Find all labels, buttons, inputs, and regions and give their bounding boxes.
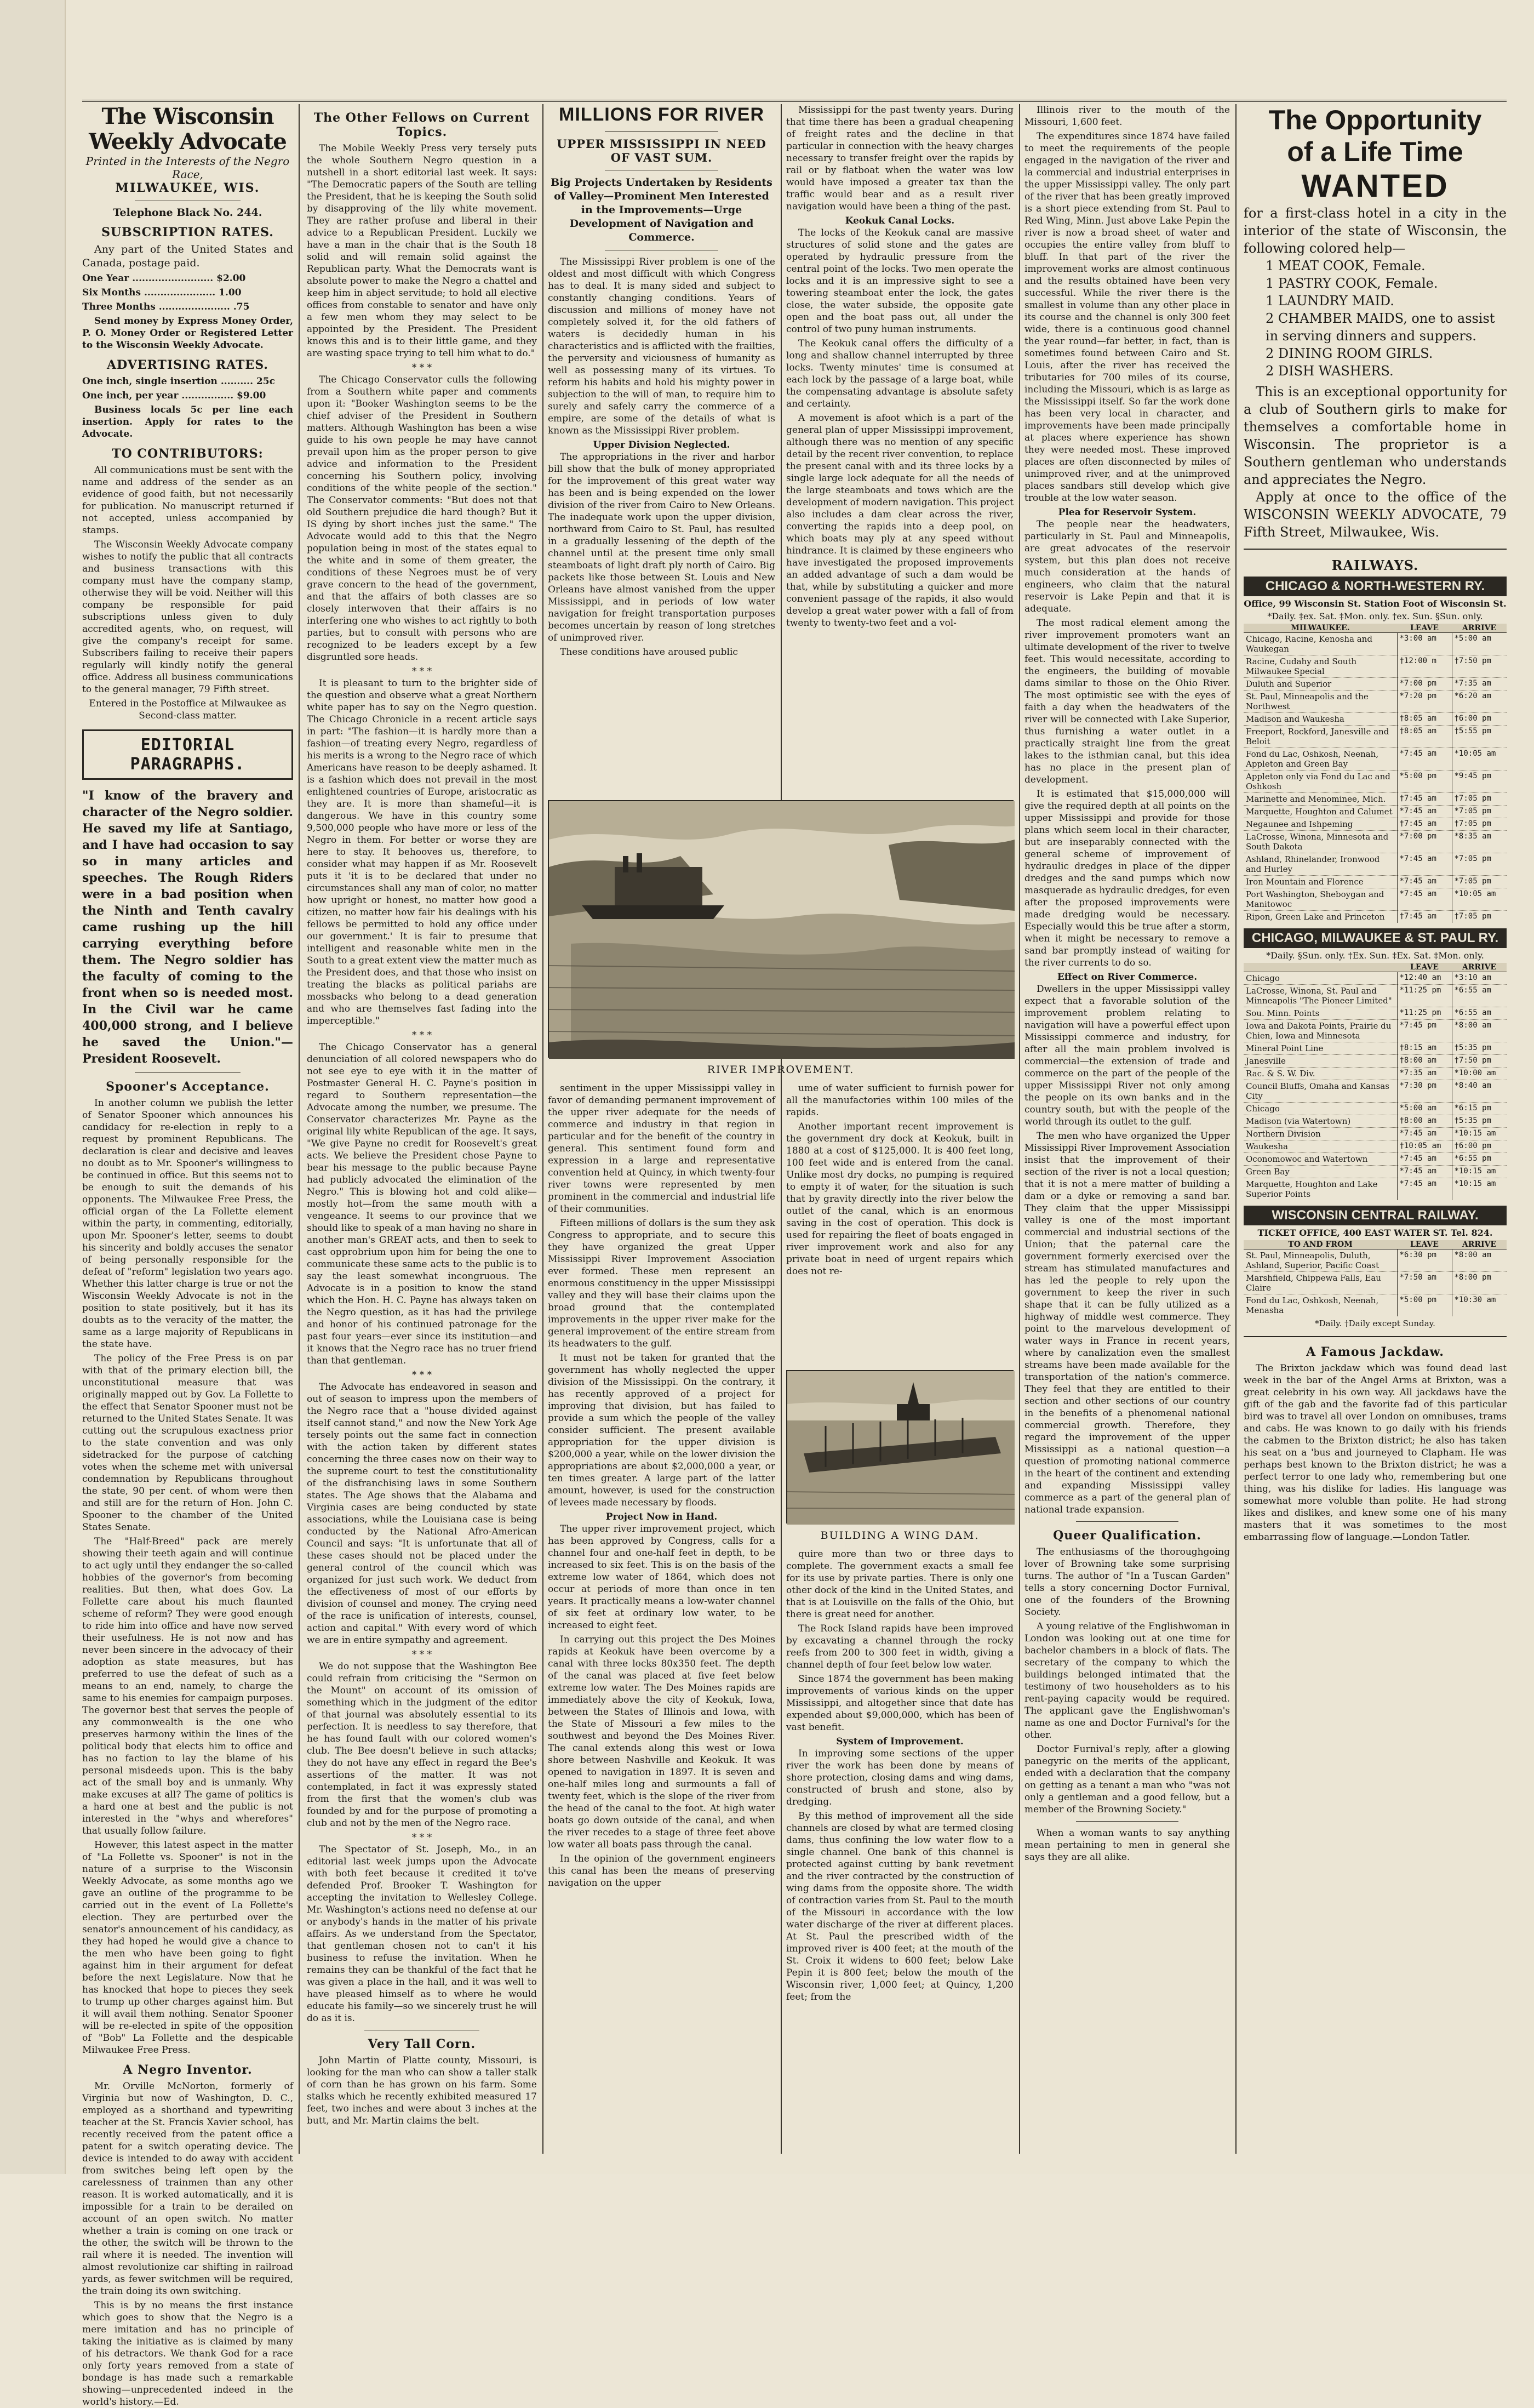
divider: * * * [411,1832,432,1843]
timetable-arrive: *6:55 am [1452,985,1507,1007]
timetable-row [1244,1042,1507,1055]
timetable-arrive: *8:35 am [1452,831,1507,853]
timetable-destination: Sou. Minn. Points [1244,1007,1397,1020]
tall-corn-heading: Very Tall Corn. [368,2037,476,2051]
timetable-row [1244,655,1507,678]
river-improvement-caption: RIVER IMPROVEMENT. [707,1064,855,1076]
timetable-destination: Appleton only via Fond du Lac and Oshkosh [1244,771,1397,793]
timetable-row [1244,1272,1507,1294]
queer-p1: The enthusiasms of the thoroughgoing lover of Browning take some surprising turns. The author of "In a Tuscan Garden" tells a story concerning Doctor Furnival, one of the founders of the Browning Society. [1024,1547,1230,1618]
timetable-destination: St. Paul, Minneapolis and the Northwest [1244,691,1397,713]
rate-six: Six Months ...................... 1.00 [82,287,242,298]
divider: * * * [411,1030,432,1041]
timetable-leave: †7:45 am [1397,911,1452,923]
river-p3: These conditions have aroused public [560,647,738,658]
subscription-send: Send money by Express Money Order, P. O. Money Order or Registered Letter to the Wisconsin Weekly Advocate. [82,316,293,351]
timetable-leave: *3:00 am [1397,633,1452,655]
river-col5-p4: The most radical element among the river improvement promoters want an ultimate development of the river to twelve feet. This would necessitate, according to the engineers, the building of movable dams similar to those on the Ohio River. The most optimistic see with the eyes of faith a day when the headwaters of the river will be connected with Lake Superior, thus furnishing a water outlet in a practically straight line from the great lakes to the isthmian canal, but this idea has no place in the present plan of development. [1024,618,1230,785]
timetable-row [1244,853,1507,876]
adv-rate-1: One inch, single insertion .......... 25c [82,376,275,387]
timetable-arrive: *10:15 am [1452,1178,1507,1201]
column-rule [1235,104,1237,2154]
timetable-destination: Port Washington, Sheboygan and Manitowoc [1244,888,1397,911]
river-improvement-illustration [548,800,1014,1058]
ad-wanted: WANTED [1301,168,1449,204]
ad-list-item: 1 LAUNDRY MAID. [1266,293,1394,309]
timetable-row [1244,1178,1507,1201]
column-river-article-cont [548,1082,775,2156]
timetable-arrive: *10:05 am [1452,748,1507,771]
river-p6: It must not be taken for granted that the government has wholly neglected the upper division of the Mississippi. On the contrary, it has recently approved of a project for improving that division, but has failed to provide a sum which the people of the valley consider sufficient. The present available appropriation for the upper division is $200,000 a year, while on the lower division the appropriations are about $2,000,000 a year, or ten times greater. A large part of the latter amount, however, is used for the construction of levees made necessary by floods. [548,1353,775,1508]
ad-list-item: 2 DISH WASHERS. [1266,363,1394,379]
timetable-arrive: *6:15 pm [1452,1103,1507,1115]
timetable-row [1244,1103,1507,1115]
timetable-leave: *7:45 am [1397,806,1452,818]
rr-cnw-timetable [1244,624,1507,923]
river-col5-p1: Illinois river to the mouth of the Missouri, 1,600 feet. [1024,105,1230,128]
column-rule [781,104,782,2154]
timetable-destination: LaCrosse, Winona, Minnesota and South Dakota [1244,831,1397,853]
river-deck: UPPER MISSISSIPPI IN NEED OF VAST SUM. [557,137,766,164]
spooner-p2: The policy of the Free Press is on par with that of the primary election bill, the unconstitutional measure that was originally mapped out by Gov. La Follette to the effect that Senator Spooner must not be returned to the United States Senate. It was cutting out the scrupulous exactness prior to the state convention and was only sidetracked for the purpose of catching votes when the scheme met with universal condemnation by Republicans throughout the state, 90 per cent. of whom were then and still are for the return of Hon. John C. Spooner to the chamber of the United States Senate. [82,1353,293,1533]
tt-col-header: TO AND FROM [1244,1240,1397,1249]
timetable-destination: Racine, Cudahy and South Milwaukee Special [1244,655,1397,678]
river-sub1: Upper Division Neglected. [593,440,730,450]
river-p4: sentiment in the upper Mississippi valley in favor of demanding permanent improvement of the upper river adequate for the needs of commerce and industry in that region in particular and for the benefit of the country in general. This sentiment found form and expression in a large and representative convention held at Quincy, in which twenty-four river towns were represented by men prominent in the commercial and industrial life of their communities. [548,1083,775,1214]
entered-notice: Entered in the Postoffice at Milwaukee as Second-class matter. [89,698,287,721]
inventor-p1: Mr. Orville McNorton, formerly of Virginia but now of Washington, D. C., employed as a shorthand and typewriting teacher at the St. Francis Xavier school, has recently received from the patent office a patent for a switch operating device. The device is intended to do away with accident from switches being left open by the carelessness of trainmen than any other reason. It is worked automatically, and it is impossible for a train to be derailed on account of an open switch. No matter whether a train is coming on one track or the other, the switch will be thrown to the rail where it is needed. The invention will almost revolutionize car shifting in railroad yards, as fewer switchmen will be required, the train doing its own switching. [82,2081,293,2297]
jackdaw-heading: A Famous Jackdaw. [1306,1345,1444,1359]
ad-list [1244,257,1507,380]
column-ads-railways [1244,104,1507,2159]
timetable-arrive: †7:50 pm [1452,655,1507,678]
timetable-arrive: *10:00 am [1452,1068,1507,1080]
timetable-leave: *7:00 pm [1397,678,1452,691]
timetable-arrive: †7:05 pm [1452,793,1507,806]
timetable-row [1244,972,1507,985]
timetable-row [1244,888,1507,911]
river-p8: In carrying out this project the Des Moines rapids at Keokuk have been overcome by a canal with three locks 80x350 feet. The depth of the canal was placed at five feet below extreme low water. The Des Moines rapids are immediately above the city of Keokuk, Iowa, between the States of Illinois and Iowa, with the State of Missouri a few miles to the southwest and beyond the Des Moines River. The canal extends along this west or Iowa shore between Nashville and Keokuk. It was opened to navigation in 1897. It is seven and one-half miles long and surmounts a fall of twenty feet, which is the slope of the river from the head of the canal to the foot. At high water boats go down outside of the canal, and when the river recedes to a stage of three feet above low water all boats pass through the canal. [548,1634,775,1850]
timetable-row [1244,1140,1507,1153]
rate-year: One Year ......................... $2.00 [82,273,246,284]
river-col4-p6: Another important recent improvement is the government dry dock at Keokuk, built in 1880 at a cost of $125,000. It is 400 feet long, 100 feet wide and is entered from the canal. Unlike most dry docks, no pumping is required to empty it of water, for the situation is such that by gravity directly into the river below the outlet of the canal, which is an enormous saving in the cost of operation. This dock is used for repairing the fleet of boats engaged in river improvement work and also for any private boat in need of urgent repairs which does not re- [786,1121,1014,1277]
tt-col-header: LEAVE [1397,624,1452,633]
timetable-arrive: †7:50 pm [1452,1055,1507,1068]
river-headline: MILLIONS FOR RIVER [559,104,764,125]
queer-p2: A young relative of the Englishwoman in London was looking out at one time for bachelor chambers in a block of flats. The secretary of the company to which the buildings belonged intimated that the testimony of two householders as to his rent-paying capacity would be required. The applicant gave the Englishwoman's name as one and Doctor Furnival's for the other. [1024,1621,1230,1741]
timetable-destination: Iowa and Dakota Points, Prairie du Chien, Iowa and Minnesota [1244,1020,1397,1042]
river-col4-p11: By this method of improvement all the side channels are closed by what are termed closing dams, thus confining the low water flow to a single channel. One bank of this channel is protected against cutting by bank revetment and the river contracted by the construction of wing dams from the opposite shore. The width of contraction varies from St. Paul to the mouth of the Missouri in accordance with the low water discharge of the river at different places. At St. Paul the prescribed width of the improved river is 400 feet; at the mouth of the St. Croix it widens to 600 feet; below Lake Pepin it is 800 feet; below the mouth of the Wisconsin river, 1,000 feet; at Quincy, 1,200 feet; from the [786,1811,1014,2002]
other-fellows-p4: The Chicago Conservator has a general denunciation of all colored newspapers who do not see eye to eye with it in the matter of Postmaster General H. C. Payne's position in regard to Southern representation—the Advocate among the number, we presume. The Conservator characterizes Mr. Payne as the original lily white Republican of the age. It says, "We give Payne no credit for Roosevelt's great acts. We believe the President chose Payne to bear his message to the public because Payne had publicly advocated the elimination of the Negro." This is blowing hot and cold alike—mostly hot—from the same mouth with a vengeance. It seems to our province that we should like to speak of a man having no share in another man's GREAT acts, and then to seek to cast opprobrium upon him for being the one to communicate these same acts to the public is to say the least somewhat incongruous. The Advocate is in a position to know the stand which the Hon. H. C. Payne has always taken on the Negro question, as it has had the privilege and honor of his continued patronage for the past four years—ever since its institution—and it knows that the Negro race has no truer friend than that gentleman. [307,1042,537,1366]
timetable-destination: Fond du Lac, Oshkosh, Neenah, Appleton and Green Bay [1244,748,1397,771]
spooner-p3: The "Half-Breed" pack are merely showing their teeth again and will continue to act ugly until they endanger the so-called hobbies of the governor's from becoming realities. But then, what does Gov. La Follette care about his much flaunted scheme of reform? They were good enough to ride him into office and have now served their usefulness. He is not now and has never been sincere in the advocacy of their adoption as state measures, but has preferred to use the defeat of such as a means to an end, namely, to charge the same to his enemies for campaign purposes. The governor best that serves the people of any commonwealth is the one who preserves harmony within the lines of the political body that elects him to office and has no faction to lay the blame of his personal misdeeds upon. This is the baby act of the small boy and is unmanly. Why make excuses at all? The game of politics is a hard one at best and the public is not interested in the "whys and wherefores" that usually follow failure. [82,1536,293,1836]
timetable-row [1244,831,1507,853]
timetable-leave: †8:00 am [1397,1055,1452,1068]
timetable-arrive: *7:05 pm [1452,876,1507,888]
spooner-p4: However, this latest aspect in the matter of "La Follette vs. Spooner" is not in the nature of a surprise to the Wisconsin Weekly Advocate, as some months ago we gave an outline of the programme to be carried out in the event of La Follette's election. They are perturbed over the senator's announcement of his candidacy, as they had hoped he would give a chance to the men who have been going to fight against him in their argument for defeat before the next Legislature. Now that he has knocked that hope to pieces they seek to trump up other charges against him. But it will avail them nothing. Senator Spooner will be re-elected in spite of the opposition of "Bob" La Follette and the despicable Milwaukee Free Press. [82,1840,293,2056]
timetable-row [1244,1153,1507,1166]
timetable-arrive: *10:15 am [1452,1166,1507,1178]
masthead: The Wisconsin Weekly Advocate [89,104,287,155]
timetable-arrive: *10:30 am [1452,1294,1507,1317]
inventor-heading: A Negro Inventor. [123,2063,253,2077]
timetable-arrive: †6:00 pm [1452,1140,1507,1153]
timetable-destination: Oconomowoc and Watertown [1244,1153,1397,1166]
timetable-destination: Ripon, Green Lake and Princeton [1244,911,1397,923]
timetable-leave: *7:45 am [1397,1166,1452,1178]
river-col4-p8: The Rock Island rapids have been improved by excavating a channel through the rocky reefs from 200 to 300 feet in width, giving a channel depth of four feet below low water. [786,1623,1014,1670]
river-p1: The Mississippi River problem is one of the oldest and most difficult with which Congress has to deal. It is many sided and subject to constantly changing conditions. Years of discussion and millions of money have not completely solved it, for the old fathers of waters is decidedly human in his characteristics and is afflicted with the frailties, the perversity and viciousness of humanity as well as possessing many of its virtues. To reform his habits and hold his mighty power in subjection to the will of man, to require him to surely and safely carry the commerce of a empire, are some of the details of what is known as the Mississippi River problem. [548,256,775,436]
timetable-destination: Negaunee and Ishpeming [1244,818,1397,831]
column-river-article-3 [1024,104,1230,2159]
timetable-leave: *7:30 pm [1397,1080,1452,1103]
other-fellows-p1: The Mobile Weekly Press very tersely puts the whole Southern Negro question in a nutshell in a short editorial last week. It says: "The Democratic papers of the South are telling the President, that he is keeping the South solid by disapproving of the lily white movement. They are rather profuse and liberal in their advice to a Republican President. Luckily we have a man in the chair that is the South 18 solid and will remain solid against the Republican party. What the Democrats want is absolute power to make the Negro a chattel and keep him in abject servitude; to hold all elective offices from constable to senator and have only a few men whom they may select to be appointed by the President. The President knows this and is to their little game, and they are wasting space trying to tell him what to do." [307,143,537,359]
timetable-destination: Freeport, Rockford, Janesville and Beloit [1244,726,1397,748]
timetable-arrive: †6:00 pm [1452,713,1507,726]
wing-dam-illustration [786,1370,1014,1523]
river-col4-p5: ume of water sufficient to furnish power for all the manufactories within 100 miles of the rapids. [786,1083,1014,1118]
river-col5-p5: It is estimated that $15,000,000 will give the required depth at all points on the upper Mississippi and provide for those plans which seem local in their character, but are inseparably connected with the general scheme of improvement of hydraulic dredges in place of the dipper dredges and the sand pumps which now masquerade as hydraulic dredges, for even after the proposed improvements were made dredging would be necessary. Especially would this be true after a storm, when it might be necessary to remove a sand bar promptly instead of waiting for the river currents to do so. [1024,789,1230,968]
timetable-leave: *11:25 pm [1397,1007,1452,1020]
timetable-destination: LaCrosse, Winona, St. Paul and Minneapolis "The Pioneer Limited" [1244,985,1397,1007]
timetable-row [1244,1249,1507,1272]
timetable-leave: *7:45 am [1397,1153,1452,1166]
timetable-arrive: †5:35 pm [1452,1115,1507,1128]
timetable-leave: *7:00 pm [1397,831,1452,853]
timetable-row [1244,1055,1507,1068]
column-river-article-2b [786,1082,1014,1367]
timetable-leave: *7:45 am [1397,876,1452,888]
column-other-fellows [307,104,537,2159]
timetable-destination: Iron Mountain and Florence [1244,876,1397,888]
timetable-row [1244,1128,1507,1140]
timetable-destination: Marshfield, Chippewa Falls, Eau Claire [1244,1272,1397,1294]
rr-wc-office: TICKET OFFICE, 400 EAST WATER ST. Tel. 824. [1257,1228,1493,1238]
timetable-destination: Council Bluffs, Omaha and Kansas City [1244,1080,1397,1103]
river-col4-p10: In improving some sections of the upper river the work has been done by means of shore protection, closing dams and wing dams, constructed of brush and stone, also by dredging. [786,1748,1014,1807]
timetable-leave: *5:00 pm [1397,1294,1452,1317]
timetable-row [1244,713,1507,726]
queer-p3: Doctor Furnival's reply, after a glowing panegyric on the merits of the applicant, ended with a declaration that the company on getting as a tenant a man who "was not only a gentleman and a good fellow, but a member of the Browning Society." [1024,1744,1230,1815]
timetable-leave: †8:05 am [1397,726,1452,748]
ad-headline-2: of a Life Time [1287,136,1463,167]
timetable-destination: Marquette, Houghton and Calumet [1244,806,1397,818]
river-p7: The upper river improvement project, which has been approved by Congress, calls for a channel four and one-half feet in depth, to be increased to six feet. This is on the basis of the extreme low water of 1864, which does not occur at periods of more than once in ten years. It practically means a low-water channel of six feet at ordinary low water, to be increased to eight feet. [548,1523,775,1631]
river-col5-p2: The expenditures since 1874 have failed to meet the requirements of the people engaged in the navigation of the river and la commercial and industrial enterprises in the upper Mississippi valley. The only part of the river that has been greatly improved is a short piece extending from St. Paul to Red Wing, Minn. Just above Lake Pepin the river is now a broad sheet of water and occupies the entire valley from bluff to bluff. In that part of the river the improvement works are almost continuous and the results obtained have been very successful. While the river there is the smallest in volume than any other place in its course and the channel is only 300 feet wide, there is a continuous good channel the year round—far better, in fact, than is sometimes found between Cairo and St. Louis, after the river has received the tributaries for 700 miles of its course, including the Missouri, which is as large as the Mississippi itself. So far the work done has been very local in character, and improvements have been made principally at places where experience has shown they were needed most. These improved places are often disconnected by miles of unimproved river, and at the unimproved places sandbars still develop which give trouble at the low water season. [1024,131,1230,504]
rr-wc-heading: WISCONSIN CENTRAL RAILWAY. [1244,1206,1507,1225]
timetable-arrive: *7:05 pm [1452,806,1507,818]
tt-col-header: LEAVE [1397,963,1452,972]
ad-list-item: 2 CHAMBER MAIDS, one to assist in serving dinners and suppers. [1266,311,1495,344]
river-sub2: Project Now in Hand. [605,1511,718,1522]
rr-cmsp-key: *Daily. §Sun. only. †Ex. Sun. ‡Ex. Sat. ‡Mon. only. [1266,950,1484,961]
timetable-destination: Northern Division [1244,1128,1397,1140]
river-col4-p1: Mississippi for the past twenty years. During that time there has been a gradual cheapening of freight rates and the decline in that particular in connection with the heavy charges necessary to transfer freight over the rapids by rail or by flatboat when the water was low would have imposed a greater tax than the traffic would bear and as a result river navigation would have been a thing of the past. [786,105,1014,212]
advertising-heading: ADVERTISING RATES. [107,358,268,372]
timetable-leave: †7:45 am [1397,793,1452,806]
timetable-row [1244,793,1507,806]
column-river-article-2 [786,104,1014,795]
timetable-leave: *7:45 am [1397,748,1452,771]
other-fellows-p2: The Chicago Conservator culls the following from a Southern white paper and comments upon it: "Booker Washington seems to be the chief adviser of the President in Southern matters. Although Washington has been a wise guide to his own people he may have cannot prevail upon him as the proper person to give advice and information to the President concerning his Southern policy, involving conditions of the white people of the section." The Conservator comments: "But does not that old Southern prejudice die hard though? But it IS dying by short inches just the same." The Advocate would add to this that the Negro population being in most of the states equal to the white and in some of them greater, the conditions of these Negroes must be of very grave concern to the head of the government, and that the affairs of both classes are so closely interwoven that their affairs is no interfering one who wishes to act rightly to both parties, but to consult with persons who are recognized to be leaders except by a few disgruntled sore heads. [307,374,537,663]
timetable-leave: *6:30 pm [1397,1249,1452,1272]
timetable-destination: Ashland, Rhinelander, Ironwood and Hurley [1244,853,1397,876]
timetable-arrive: *8:00 am [1452,1020,1507,1042]
subscription-heading: SUBSCRIPTION RATES. [101,225,274,239]
inventor-p2: This is by no means the first instance which goes to show that the Negro is a mere imitation and has no principle of taking the initiative as is claimed by many of his detractors. We thank God for a race only forty years removed from a state of bondage is has made such a remarkable showing—unprecedented indeed in the world's history.—Ed. [82,2300,293,2407]
contributors-text-2: The Wisconsin Weekly Advocate company wishes to notify the public that all contracts and business transactions with this company must have the company stamp, otherwise they will be void. Neither will this company be responsible for paid subscriptions unless given to duly accredited agents, who, on request, will give the company's receipt for same. Subscribers failing to receive their papers regularly will kindly notify the general office. Address all business communications to the general manager, 79 Fifth street. [82,539,293,695]
timetable-row [1244,691,1507,713]
timetable-arrive: *6:55 am [1452,1007,1507,1020]
other-fellows-p5: The Advocate has endeavored in season and out of season to impress upon the members of the Negro race that a "house divided against itself cannot stand," and now the New York Age tersely points out the same fact in connection with the action taken by different states concerning the three cases now on their way to the supreme court to test the constitutionality of the disfranchising laws in some Southern states. The Age shows that the Alabama and Virginia cases are being conducted by state associations, while the Louisiana case is being conducted by the National Afro-American Council and says: "It is unfortunate that all of these cases should not be placed under the general control of the council which was organized for just such work. We deduct from the effectiveness of most of our efforts by division of counsel and money. The crying need of the race is unification of interests, counsel, action and capital." With every word of which we are in entire sympathy and agreement. [307,1382,537,1646]
timetable-arrive: *5:00 am [1452,633,1507,655]
timetable-destination: Duluth and Superior [1244,678,1397,691]
contributors-heading: TO CONTRIBUTORS: [112,447,264,461]
timetable-destination: Marinette and Menominee, Mich. [1244,793,1397,806]
timetable-destination: Chicago, Racine, Kenosha and Waukegan [1244,633,1397,655]
adv-rate-2: One inch, per year ................ $9.00 [82,390,266,401]
ad-list-item: 1 MEAT COOK, Female. [1266,258,1426,273]
divider: * * * [411,362,432,373]
river-p9: In the opinion of the government engineers this canal has been the means of preserving navigation on the upper [548,1853,775,1888]
other-fellows-heading: The Other Fellows on Current Topics. [313,111,530,139]
wing-dam-caption: BUILDING A WING DAM. [820,1530,980,1542]
ad-body: This is an exceptional opportunity for a club of Southern girls to make for themselves a comfortable home in Wisconsin. The proprietor is a Southern gentleman who understands and appreciates the Negro. [1244,384,1507,487]
timetable-row [1244,1020,1507,1042]
other-fellows-p3: It is pleasant to turn to the brighter side of the question and observe what a great Northern white paper has to say on the Negro question. The Chicago Chronicle in a recent article says in part: "The fashion—it is hardly more than a fashion—of treating every Negro, regardless of his merits is a wrong to the Negro race of which Americans have reason to be deeply ashamed. It is a fashion which does not prevail in the most enlightened countries of Europe, aristocratic as they are. It is more than shameful—it is dangerous. We have in this country some 9,500,000 people who have more or less of the Negro in them. For better or worse they are here to stay. It behooves us, therefore, to consider what may happen if as Mr. Roosevelt puts it 'it is to be declared that under no circumstances shall any man of color, no matter how upright or honest, no matter how good a citizen, no matter how fair his dealings with his fellows be permitted to hold any office under our government.' It is fair to presume that intelligent and reasonable white men in the South to a great extent view the matter much as the President does, and that those who insist on treating the blacks as political pariahs are mossbacks who belong to a dead generation and who are themselves fast fading into the imperceptible." [307,678,537,1026]
ad-list-item: 1 PASTRY COOK, Female. [1266,276,1438,291]
river-col4-sub2: System of Improvement. [836,1736,964,1747]
tt-col-header: ARRIVE [1452,1240,1507,1249]
timetable-arrive: *3:10 am [1452,972,1507,985]
ad-list-item: 2 DINING ROOM GIRLS. [1266,346,1433,361]
timetable-destination: Madison and Waukesha [1244,713,1397,726]
tt-col-header: LEAVE [1397,1240,1452,1249]
river-p5: Fifteen millions of dollars is the sum they ask Congress to appropriate, and to secure this they have organized the great Upper Mississippi River Improvement Association ever formed. These men represent an enormous constituency in the upper Mississippi valley and they will base their claims upon the broad ground that the contemplated improvements in the upper river make for the general improvement of the entire stream from its headwaters to the gulf. [548,1218,775,1349]
queer-qualification-heading: Queer Qualification. [1053,1528,1201,1543]
tagline: Printed in the Interests of the Negro Race, [85,155,290,181]
timetable-destination: Janesville [1244,1055,1397,1068]
timetable-row [1244,1294,1507,1317]
timetable-leave: *12:40 am [1397,972,1452,985]
timetable-row [1244,911,1507,923]
timetable-leave: *7:45 am [1397,853,1452,876]
timetable-leave: †8:00 am [1397,1115,1452,1128]
timetable-leave: *7:45 am [1397,1128,1452,1140]
river-col4-sub1: Keokuk Canal Locks. [845,215,955,226]
timetable-leave: *7:45 am [1397,1178,1452,1201]
ad-intro: for a first-class hotel in a city in the interior of the state of Wisconsin, the following colored help— [1244,206,1507,256]
timetable-leave: *7:35 am [1397,1068,1452,1080]
column-rule [299,104,300,2154]
timetable-leave: *7:50 am [1397,1272,1452,1294]
timetable-arrive: *6:20 am [1452,691,1507,713]
column-masthead [82,104,293,2407]
contributors-text-1: All communications must be sent with the name and address of the sender as an evidence of good faith, but not necessarily for publication. No manuscript returned if not accepted, unless accompanied by stamps. [82,465,293,536]
tt-col-header: ARRIVE [1452,624,1507,633]
timetable-row [1244,1068,1507,1080]
timetable-arrive: *9:45 pm [1452,771,1507,793]
timetable-leave: †8:15 am [1397,1042,1452,1055]
railways-heading: RAILWAYS. [1331,557,1419,573]
river-col5-sub2: Effect on River Commerce. [1057,972,1198,983]
timetable-row [1244,726,1507,748]
rr-wc-note: *Daily. †Daily except Sunday. [1315,1319,1435,1328]
river-col4-p2: The locks of the Keokuk canal are massive structures of solid stone and the gates are operated by hydraulic pressure from the central point of the locks. Two men operate the locks and it is an impressive sight to see a towering steamboat enter the lock, the gates close, the water subside, the opposite gate open and the boat pass out, all under the control of two puny human instruments. [786,227,1014,335]
timetable-row [1244,806,1507,818]
timetable-arrive: †5:55 pm [1452,726,1507,748]
timetable-destination: Rac. & S. W. Div. [1244,1068,1397,1080]
rr-cnw-office: Office, 99 Wisconsin St. Station Foot of Wisconsin St. [1244,598,1507,609]
rate-three: Three Months ...................... .75 [82,301,250,312]
river-scene-icon [549,801,1015,1059]
ad-headline-1: The Opportunity [1268,105,1482,135]
column-rule [542,104,543,2154]
closing-quip: When a woman wants to say anything mean pertaining to men in general she says they are all alike. [1024,1828,1230,1863]
timetable-leave: *11:25 pm [1397,985,1452,1007]
timetable-arrive: †7:05 pm [1452,818,1507,831]
tt-col-header: ARRIVE [1452,963,1507,972]
timetable-arrive: *10:15 am [1452,1128,1507,1140]
timetable-leave: †10:05 am [1397,1140,1452,1153]
timetable-arrive: †7:05 pm [1452,911,1507,923]
river-col5-sub1: Plea for Reservoir System. [1058,507,1197,518]
timetable-row [1244,876,1507,888]
wing-dam-icon [787,1371,1015,1525]
timetable-arrive: †5:35 pm [1452,1042,1507,1055]
timetable-row [1244,1115,1507,1128]
rr-cnw-key: *Daily. ‡ex. Sat. ‡Mon. only. †ex. Sun. §Sun. only. [1267,611,1483,621]
timetable-arrive: *6:55 pm [1452,1153,1507,1166]
timetable-row [1244,633,1507,655]
subscription-text: Any part of the United States and Canada, postage paid. [82,243,293,269]
timetable-row [1244,985,1507,1007]
river-summary: Big Projects Undertaken by Residents of Valley—Prominent Men Interested in the Improvements—Urge Development of Navigation and Commerce. [551,176,772,243]
column-rule [1019,104,1020,2154]
tall-corn-text: John Martin of Platte county, Missouri, is looking for the man who can show a taller stalk of corn than he has grown on his farm. Some stalks which he recently exhibited measured 17 feet, two inches and were about 3 inches at the butt, and Mr. Martin claims the belt. [307,2055,537,2126]
timetable-destination: Fond du Lac, Oshkosh, Neenah, Menasha [1244,1294,1397,1317]
rr-wc-timetable [1244,1240,1507,1316]
timetable-arrive: *8:00 pm [1452,1272,1507,1294]
column-river-article-2c [786,1548,1014,2156]
timetable-leave: †8:05 am [1397,713,1452,726]
adv-rate-3: Business locals 5c per line each insertion. Apply for rates to the Advocate. [82,404,293,440]
timetable-arrive: *10:05 am [1452,888,1507,911]
river-col5-p3: The people near the headwaters, particularly in St. Paul and Minneapolis, are great advocates of the reservoir system, but this plan does not receive much consideration at the hands of engineers, who claim that the natural reservoir is Lake Pepin and that it is adequate. [1024,519,1230,614]
timetable-destination: Green Bay [1244,1166,1397,1178]
jackdaw-text: The Brixton jackdaw which was found dead last week in the bar of the Angel Arms at Brixton, was a great celebrity in his own way. All jackdaws have the gift of the gab and the favorite fad of this particular bird was to travel all over London on omnibuses, trams and cabs. He was known to go daily with his friends the cabmen to the Brixton district; he also has taken his seat on a 'bus and journeyed to Clapham. He was perhaps best known to the Brixton district; he was a perfect terror to one lady who, remembering but one thing, was his dislike for ladies. His language was somewhat more voluble than polite. He had strong likes and dislikes, and knew some one of his many masters that it was sometimes to the most embarrassing flow of language.—London Tatler. [1244,1363,1507,1543]
roosevelt-quote: "I know of the bravery and character of the Negro soldier. He saved my life at Santiago, and I have had occasion to say so in many articles and speeches. The Rough Riders were in a bad position when the Ninth and Tenth cavalry came rushing up the hill carrying everything before them. The Negro soldier has the faculty of coming to the front when so is needed most. In the Civil war he came 400,000 strong, and I believe he saved the Union."—President Roosevelt. [82,789,293,1066]
ad-apply: Apply at once to the office of the WISCONSIN WEEKLY ADVOCATE, 79 Fifth Street, Milwaukee, Wis. [1244,489,1507,540]
timetable-arrive: *7:05 pm [1452,853,1507,876]
timetable-destination: Madison (via Watertown) [1244,1115,1397,1128]
other-fellows-p7: The Spectator of St. Joseph, Mo., in an editorial last week jumps upon the Advocate with both feet because it credited it to've defended Prof. Brooker T. Washington for accepting the invitation to Wellesley College. Mr. Washington's actions need no defense at our or anybody's hands in the matter of his private affairs. As we understand from the Spectator, that gentleman chosen not to can't it his business to refuse the invitation. When he remains they can be thankful of the fact that he was given a place in the hall, and it was well to have pleased himself as to where he would educate his family—so we sincerely trust he will do as it is. [307,1844,537,2024]
river-col5-p6: Dwellers in the upper Mississippi valley expect that a favorable solution of the improvement problem relating to navigation will have a powerful effect upon Mississippi commerce and industry, for after all the main problem involved is commercial—the extension of trade and commerce on the part of the people of the upper Mississippi River not only among the people on its own banks and in the country south, but with the people of the world through its outlet to the gulf. [1024,984,1230,1127]
rr-cnw-heading: CHICAGO & NORTH-WESTERN RY. [1244,577,1507,596]
timetable-leave: *7:45 pm [1397,1020,1452,1042]
timetable-leave: *7:45 am [1397,888,1452,911]
tt-col-header [1244,963,1397,972]
spooner-p1: In another column we publish the letter of Senator Spooner which announces his candidacy for re-election in reply to a request by prominent Republicans. The declaration is clear and decisive and leaves no doubt as to Mr. Spooner's willingness to be continued in office. But this seems not to be enough to suit the demands of his opponents. The Milwaukee Free Press, the official organ of the La Follette element within the party, in commenting, editorially, upon Mr. Spooner's letter, seems to doubt his sincerity and boldly accuses the senator of being personally responsible for the defeat of "reform" legislation two years ago. Whether this latter charge is true or not the Wisconsin Weekly Advocate is not in the position to state positively, but it has its doubts as to the veracity of the matter, the same as a large majority of Republicans in the state have. [82,1098,293,1350]
timetable-leave: *5:00 am [1397,1103,1452,1115]
timetable-row [1244,771,1507,793]
rr-cmsp-timetable [1244,963,1507,1200]
timetable-row [1244,1080,1507,1103]
timetable-destination: St. Paul, Minneapolis, Duluth, Ashland, Superior, Pacific Coast [1244,1249,1397,1272]
timetable-leave: †7:45 am [1397,818,1452,831]
tt-col-header: MILWAUKEE. [1244,624,1397,633]
timetable-destination: Chicago [1244,972,1397,985]
river-col4-p7: quire more than two or three days to complete. The government exacts a small fee for its use by private parties. There is only one other dock of the kind in the United States, and that is at Louisville on the falls of the Ohio, but there is great need for another. [786,1549,1014,1620]
timetable-row [1244,1166,1507,1178]
spooner-heading: Spooner's Acceptance. [106,1080,270,1094]
river-col4-p9: Since 1874 the government has been making improvements of various kinds on the upper Mississippi, and altogether since that date has expended about $9,000,000, which has been of vast benefit. [786,1674,1014,1733]
timetable-leave: *5:00 pm [1397,771,1452,793]
timetable-destination: Mineral Point Line [1244,1042,1397,1055]
other-fellows-p6: We do not suppose that the Washington Bee could refrain from criticising the "Sermon on the Mount" on account of its omission of something which in the judgment of the editor of that journal was absolutely essential to its perfection. It is needless to say therefore, that he has found fault with our colored women's club. The Bee doesn't believe in such attacks; they do not have any effect in regard the Bee's assertions of the matter. It was not contemplated, in fact it was expressly stated from the first that the women's club was founded by and for the purpose of promoting a club and not by the men of the Negro race. [307,1661,537,1829]
river-col4-p4: A movement is afoot which is a part of the general plan of upper Mississippi improvement, although there was no mention of any specific detail by the recent river convention, to replace the present canal with and its three locks by a single large lock adequate for all the needs of the large steamboats and tows which are the development of modern navigation. This project also includes a dam clear across the river, converting the rapids into a deep pool, on which boats may ply at any speed without hindrance. It is claimed by these engineers who have investigated the proposed improvements an added advantage of such a dam would be that, while by substituting a quicker and more convenient passage of the rapids, it also would develop a great water power with a fall of from twenty to twenty-two feet and a vol- [786,413,1014,629]
timetable-row [1244,678,1507,691]
timetable-destination: Chicago [1244,1103,1397,1115]
divider: * * * [411,666,432,677]
river-col4-p3: The Keokuk canal offers the difficulty of a long and shallow channel interrupted by three locks. Twenty minutes' time is consumed at each lock by the passage of a large boat, while the compensating advantage is absolute safety and certainty. [786,338,1014,409]
city: MILWAUKEE, WIS. [115,181,260,195]
timetable-row [1244,818,1507,831]
editorial-heading: EDITORIAL PARAGRAPHS. [82,729,293,780]
river-p2: The appropriations in the river and harbor bill show that the bulk of money appropriated for the improvement of this great water way has been and is being expended on the lower division of the river from Cairo to New Orleans. The inadequate work upon the upper division, northward from Cairo to St. Paul, has resulted in a gradually lessening of the depth of the channel until at the present time only small steamboats of light draft ply north of Cairo. Big packets like those between St. Louis and New Orleans have almost vanished from the upper Mississippi, and in periods of low water navigation for freight transportation purposes becomes uncertain by reason of long stretches of unimproved river. [548,452,775,643]
timetable-destination: Waukesha [1244,1140,1397,1153]
timetable-destination: Marquette, Houghton and Lake Superior Points [1244,1178,1397,1201]
divider: * * * [411,1649,432,1660]
river-col5-p7: The men who have organized the Upper Mississippi River Improvement Association insist that the improvement of their section of the river is not a local question; that it is not a mere matter of building a dam or a dyke or removing a sand bar. They claim that the upper Mississippi valley is one of the most important commercial and industrial sections of the Union; that the paternal care the government formerly exercised over the stream has stimulated manufactures and has led the people to rely upon the government to keep the river in such shape that it can be fully utilized as a highway of middle west commerce. They point to the marvelous development of water ways in France in recent years, where by canalization even the smallest streams have been made available for the transportation of the nation's commerce. They feel that they are entitled to their section and other sections of our country in the benefits of a phenomenal national commercial growth. Therefore, they regard the improvement of the upper Mississippi as a national question—a question of promoting national commerce in the heart of the continent and extending and expanding Mississippi valley commerce as a part of the general plan of national trade expansion. [1024,1131,1230,1515]
timetable-arrive: *8:40 am [1452,1080,1507,1103]
timetable-leave: *7:20 pm [1397,691,1452,713]
timetable-leave: †12:00 m [1397,655,1452,678]
timetable-arrive: *7:35 am [1452,678,1507,691]
page-margin [0,0,66,2174]
divider: * * * [411,1370,432,1380]
top-rule [82,100,1507,102]
rr-cmsp-heading: CHICAGO, MILWAUKEE & ST. PAUL RY. [1244,928,1507,948]
timetable-arrive: *8:00 am [1452,1249,1507,1272]
timetable-row [1244,748,1507,771]
telephone: Telephone Black No. 244. [113,207,262,219]
timetable-row [1244,1007,1507,1020]
